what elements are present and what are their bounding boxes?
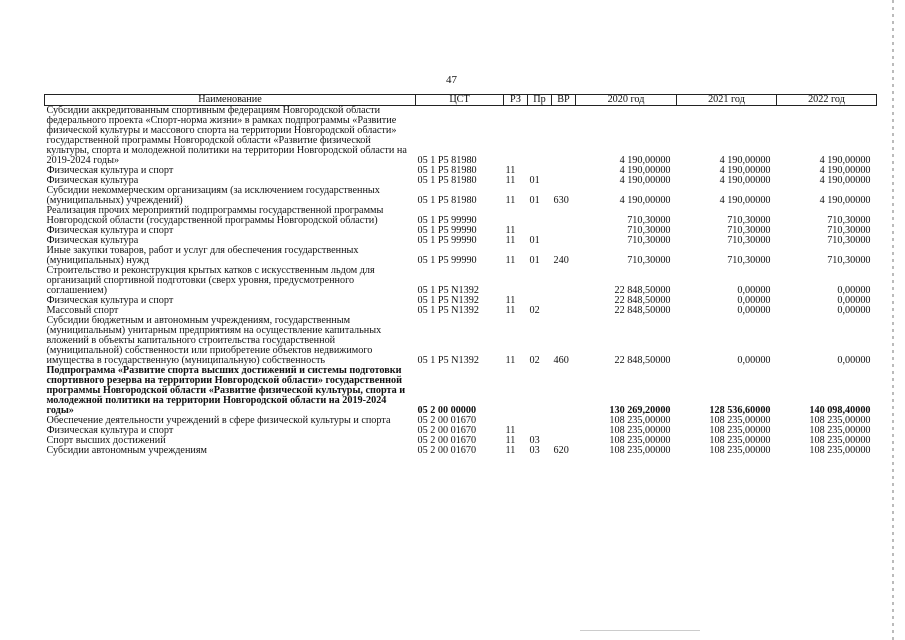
header-vr: ВР: [552, 95, 576, 106]
row-2021: 710,30000: [727, 255, 771, 266]
row-2022: 108 235,00000: [809, 415, 871, 426]
row-2020: 108 235,00000: [609, 415, 671, 426]
row-2020: 108 235,00000: [609, 435, 671, 446]
header-2021: 2021 год: [677, 95, 777, 106]
row-2022: 4 190,00000: [819, 195, 871, 206]
row-2020: 4 190,00000: [619, 175, 671, 186]
row-2021: 710,30000: [727, 225, 771, 236]
row-cst: 05 1 Р5 81980: [417, 155, 477, 166]
row-vr: [552, 206, 576, 226]
row-vr: [552, 366, 576, 416]
row-2022: 108 235,00000: [809, 435, 871, 446]
row-2020: 108 235,00000: [609, 445, 671, 456]
row-vr: 460: [553, 355, 569, 366]
row-2022: 710,30000: [827, 235, 871, 246]
row-cst: 05 2 00 00000: [417, 405, 477, 416]
row-2021: 108 235,00000: [709, 415, 771, 426]
row-2020: 710,30000: [627, 225, 671, 236]
row-name: Физическая культура: [46, 175, 139, 186]
scan-bottom-artifact: [580, 630, 700, 631]
row-2022: 108 235,00000: [809, 425, 871, 436]
header-cst: ЦСТ: [416, 95, 504, 106]
row-rz: [504, 366, 528, 416]
row-pr: 01: [529, 255, 540, 266]
header-2020: 2020 год: [576, 95, 677, 106]
header-name: Наименование: [45, 95, 416, 106]
row-pr: 01: [529, 235, 540, 246]
row-2021: 4 190,00000: [719, 165, 771, 176]
budget-table: [44, 94, 877, 456]
row-pr: 03: [529, 435, 540, 446]
row-2022: 108 235,00000: [809, 445, 871, 456]
row-2021: 4 190,00000: [719, 175, 771, 186]
row-2021: 0,00000: [737, 285, 771, 296]
row-rz: 11: [505, 175, 516, 186]
row-name: Физическая культура и спорт: [46, 425, 174, 436]
row-2020: 710,30000: [627, 235, 671, 246]
row-2020: 22 848,50000: [614, 295, 671, 306]
row-pr: 02: [529, 355, 540, 366]
table-row: [45, 206, 877, 226]
row-pr: 03: [529, 445, 540, 456]
row-2021: 108 235,00000: [709, 425, 771, 436]
row-cst: 05 1 Р5 81980: [417, 195, 477, 206]
row-2020: 4 190,00000: [619, 195, 671, 206]
row-pr: 02: [529, 305, 540, 316]
row-cst: 05 1 Р5 99990: [417, 235, 477, 246]
row-pr: [528, 266, 552, 296]
row-vr: 630: [553, 195, 569, 206]
row-2022: 0,00000: [837, 295, 871, 306]
row-vr: [552, 296, 576, 306]
row-pr: 01: [529, 195, 540, 206]
row-rz: 11: [505, 305, 516, 316]
row-vr: [552, 226, 576, 236]
row-name: Субсидии аккредитованным спортивным федерациям Новгородской области федерального проекта «Спорт-норма жизни» в рамках подпрограммы «Развитие физической культуры и массового спорта на территории Новгородской области» государственной программы Новгородской области «Развитие физической культуры, спорта и молодежной политики на территории Новгородской области на 2019-2024 годы»: [46, 105, 407, 166]
row-2021: 710,30000: [727, 215, 771, 226]
row-2022: 0,00000: [837, 305, 871, 316]
row-name: Массовый спорт: [46, 305, 119, 316]
table-row: [45, 186, 877, 206]
row-cst: 05 1 Р5 N1392: [417, 285, 479, 296]
row-2020: 710,30000: [627, 215, 671, 226]
row-rz: [504, 266, 528, 296]
row-2022: 140 098,40000: [809, 405, 871, 416]
row-2020: 22 848,50000: [614, 305, 671, 316]
row-cst: 05 1 Р5 N1392: [417, 305, 479, 316]
row-pr: [528, 106, 552, 167]
row-rz: 11: [505, 435, 516, 446]
row-cst: 05 2 00 01670: [417, 435, 477, 446]
row-rz: 11: [505, 425, 516, 436]
row-rz: 11: [505, 255, 516, 266]
row-vr: [552, 166, 576, 176]
row-vr: [552, 106, 576, 167]
row-pr: 01: [529, 175, 540, 186]
row-rz: [504, 206, 528, 226]
row-2021: 710,30000: [727, 235, 771, 246]
row-cst: 05 1 Р5 99990: [417, 255, 477, 266]
row-vr: [552, 426, 576, 436]
row-cst: 05 2 00 01670: [417, 425, 477, 436]
row-name: Реализация прочих мероприятий подпрограммы государственной программы Новгородской области (государственной программы Новгородской области): [46, 205, 384, 226]
row-name: Спорт высших достижений: [46, 435, 166, 446]
row-rz: 11: [505, 165, 516, 176]
row-2022: 4 190,00000: [819, 175, 871, 186]
table-header-row: [45, 95, 877, 106]
header-2022: 2022 год: [777, 95, 877, 106]
row-name: Обеспечение деятельности учреждений в сфере физической культуры и спорта: [46, 415, 391, 426]
row-rz: 11: [505, 225, 516, 236]
row-cst: 05 1 Р5 N1392: [417, 295, 479, 306]
row-vr: [552, 416, 576, 426]
row-pr: [528, 366, 552, 416]
row-cst: 05 1 Р5 81980: [417, 165, 477, 176]
row-pr: [528, 206, 552, 226]
row-2021: 0,00000: [737, 305, 771, 316]
row-2022: 0,00000: [837, 355, 871, 366]
row-vr: [552, 236, 576, 246]
header-pr: Пр: [528, 95, 552, 106]
row-2020: 4 190,00000: [619, 165, 671, 176]
row-name: Субсидии некоммерческим организациям (за исключением государственных (муниципальных) учреждений): [46, 185, 380, 206]
row-cst: 05 2 00 01670: [417, 415, 477, 426]
page-number: 47: [446, 74, 457, 86]
row-rz: 11: [505, 295, 516, 306]
row-vr: 620: [553, 445, 569, 456]
row-2020: 108 235,00000: [609, 425, 671, 436]
scan-edge-artifact: [892, 0, 894, 640]
row-rz: 11: [505, 195, 516, 206]
row-2021: 0,00000: [737, 295, 771, 306]
row-name: Субсидии бюджетным и автономным учреждениям, государственным (муниципальным) унитарным предприятиям на осуществление капитальных вложений в объекты капитального строительства государственной (муниципальной) собственности или приобретение объектов недвижимого имущества в государственную (муниципальную) собственность: [46, 315, 382, 366]
row-rz: 11: [505, 445, 516, 456]
row-2022: 4 190,00000: [819, 155, 871, 166]
row-name: Субсидии автономным учреждениям: [46, 445, 207, 456]
row-2020: 22 848,50000: [614, 285, 671, 296]
table-row: [45, 106, 877, 167]
row-vr: [552, 266, 576, 296]
row-2020: 710,30000: [627, 255, 671, 266]
row-cst: 05 1 Р5 99990: [417, 215, 477, 226]
row-2021: 4 190,00000: [719, 195, 771, 206]
row-name: Иные закупки товаров, работ и услуг для обеспечения государственных (муниципальных) нужд: [46, 245, 359, 266]
table-row: [45, 446, 877, 456]
row-cst: 05 1 Р5 N1392: [417, 355, 479, 366]
table-row: [45, 366, 877, 416]
row-vr: 240: [553, 255, 569, 266]
row-cst: 05 1 Р5 99990: [417, 225, 477, 236]
row-rz: 11: [505, 355, 516, 366]
row-2021: 4 190,00000: [719, 155, 771, 166]
row-2022: 710,30000: [827, 255, 871, 266]
row-rz: [504, 106, 528, 167]
row-vr: [552, 176, 576, 186]
row-2020: 4 190,00000: [619, 155, 671, 166]
table-row: [45, 266, 877, 296]
row-2022: 0,00000: [837, 285, 871, 296]
header-rz: РЗ: [504, 95, 528, 106]
row-vr: [552, 306, 576, 316]
row-2021: 0,00000: [737, 355, 771, 366]
row-name: Физическая культура и спорт: [46, 165, 174, 176]
row-name: Физическая культура: [46, 235, 139, 246]
row-2022: 4 190,00000: [819, 165, 871, 176]
row-2020: 130 269,20000: [609, 405, 671, 416]
row-name: Физическая культура и спорт: [46, 225, 174, 236]
row-cst: 05 1 Р5 81980: [417, 175, 477, 186]
row-2021: 108 235,00000: [709, 445, 771, 456]
row-rz: 11: [505, 235, 516, 246]
row-name: Физическая культура и спорт: [46, 295, 174, 306]
row-2022: 710,30000: [827, 225, 871, 236]
row-2022: 710,30000: [827, 215, 871, 226]
row-name: Строительство и реконструкция крытых катков с искусственным льдом для организаций спортивной подготовки (сверх уровня, предусмотренного соглашением): [46, 265, 375, 296]
row-name: Подпрограмма «Развитие спорта высших достижений и системы подготовки спортивного резерва на территории Новгородской области» государственной программы Новгородской области «Развитие физической культуры, спорта и молодежной политики на территории Новгородской области на 2019-2024 годы»: [46, 365, 406, 416]
row-cst: 05 2 00 01670: [417, 445, 477, 456]
row-2020: 22 848,50000: [614, 355, 671, 366]
row-2021: 108 235,00000: [709, 435, 771, 446]
table-row: [45, 246, 877, 266]
row-2021: 128 536,60000: [709, 405, 771, 416]
row-pr: [528, 416, 552, 426]
table-body: [45, 106, 877, 457]
table-row: [45, 316, 877, 366]
